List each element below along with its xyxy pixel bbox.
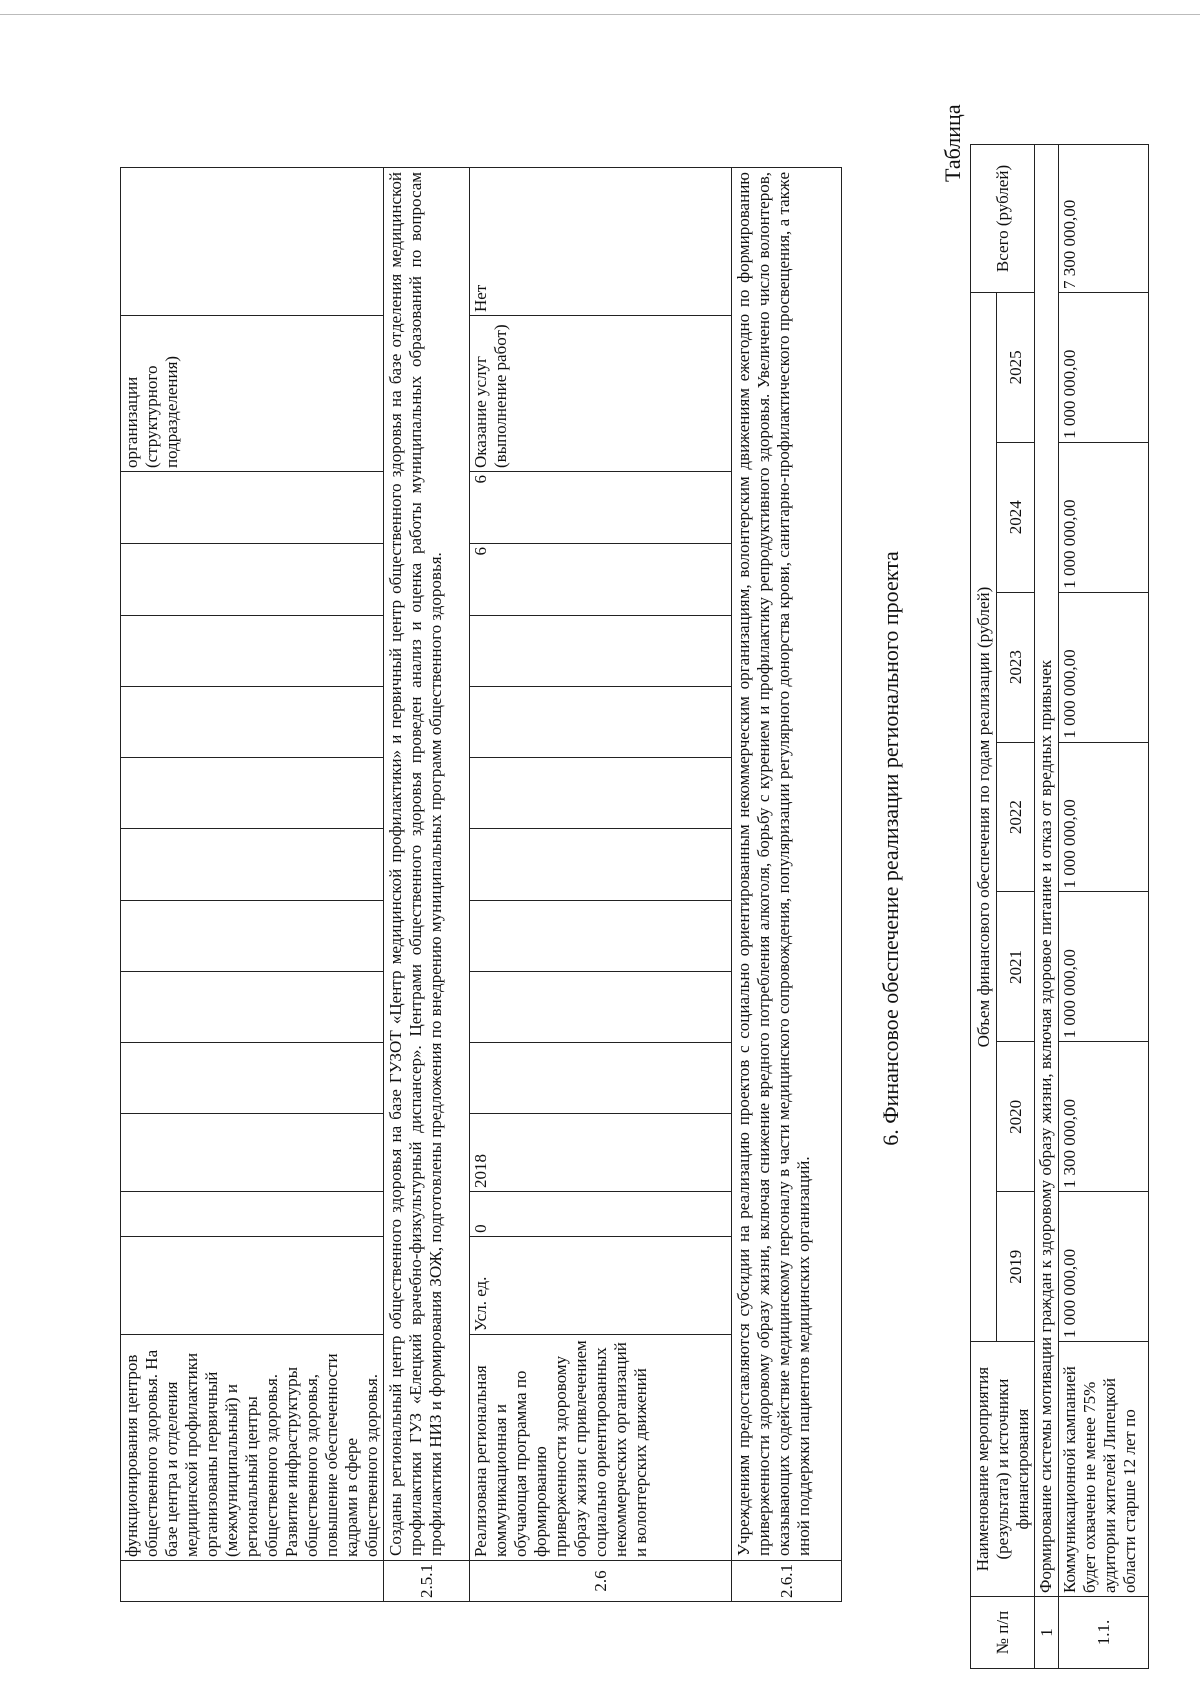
column-header-year: 2019 — [997, 1192, 1035, 1342]
table-cell — [121, 168, 384, 316]
row-number: 2.6.1 — [732, 1561, 842, 1602]
result-description: Учреждениям предоставляются субсидии на реализацию проектов с социально ориентированным некоммерческим организациям, волонтерским движениям ежегодно по формированию приверженности здоровому образу жизни, включая снижение вредного потребления алкоголя, борьбу с курением и профилактику репродуктивного здоровья. Увеличено число волонтеров, оказывающих содействие медицинскому персоналу в части медицинского сопровождения, популяризации регулярного донорства крови, санитарно-профилактического просвещения, а также иной поддержки пациентов медицинских организаций. — [732, 168, 842, 1561]
table-row — [1059, 145, 1149, 1669]
total-cell: 7 300 000,00 — [1059, 145, 1149, 293]
result-type-cell: Оказание услуг (выполнение работ) — [470, 316, 732, 472]
column-header-year: 2020 — [997, 1042, 1035, 1192]
amount-cell: 1 000 000,00 — [1059, 892, 1149, 1042]
amount-cell: 1 000 000,00 — [1059, 1192, 1149, 1342]
column-header-group: Объем финансового обеспечения по годам реализации (рублей) — [971, 292, 997, 1341]
measure-name-cell: Коммуникационной кампанией будет охвачено не менее 75% аудитории жителей Липецкой области старше 12 лет по — [1059, 1342, 1149, 1597]
results-table — [120, 167, 842, 1602]
result-name-cell: Реализована региональная коммуникационная и обучающая программа по формированию приверженности здоровому образу жизни с привлечением социально ориентированных некоммерческих организаций и волонтерских движений — [470, 1335, 732, 1561]
table-cell — [121, 472, 384, 544]
row-number: 2.5.1 — [384, 1561, 470, 1602]
table-cell — [470, 1042, 732, 1113]
table-cell — [121, 971, 384, 1042]
table-cell — [121, 1192, 384, 1237]
amount-cell: 1 000 000,00 — [1059, 742, 1149, 892]
table-cell — [470, 971, 732, 1042]
column-header-total: Всего (рублей) — [971, 145, 1035, 293]
amount-cell: 1 300 000,00 — [1059, 1042, 1149, 1192]
result-name-cell: функционирования центров общественного здоровья. На базе центра и отделения медицинской профилактики организованы первичный (межмуниципальный) и региональный центры общественного здоровья. Развитие инфраструктуры общественного здоровья, повышение обеспеченности кадрами в сфере общественного здоровья. — [121, 1335, 384, 1561]
amount-cell: 1 000 000,00 — [1059, 292, 1149, 442]
table-row — [1035, 145, 1059, 1669]
row-number: 1 — [1035, 1597, 1059, 1669]
column-header-name: Наименование мероприятия (результата) и источники финансирования — [971, 1342, 1035, 1597]
task-description: Формирование системы мотивации граждан к здоровому образу жизни, включая здоровое питание и отказ от вредных привычек — [1035, 145, 1059, 1597]
base-value-cell: 0 — [470, 1192, 732, 1237]
table-cell — [121, 1561, 384, 1602]
header-row — [971, 145, 997, 1669]
financing-table — [970, 144, 1149, 1669]
column-header-year: 2021 — [997, 892, 1035, 1042]
table-cell — [470, 900, 732, 971]
table-cell — [121, 687, 384, 758]
table-cell — [121, 615, 384, 686]
unit-cell: Усл. ед. — [470, 1236, 732, 1334]
table-label: Таблица — [940, 104, 965, 182]
table-cell — [121, 544, 384, 616]
column-header-year: 2024 — [997, 442, 1035, 592]
table-row — [384, 168, 470, 1602]
base-year-cell: 2018 — [470, 1113, 732, 1191]
table-cell: организации (структурного подразделения) — [121, 316, 384, 472]
table-row — [470, 168, 732, 1602]
column-header-year: 2022 — [997, 742, 1035, 892]
table-cell — [121, 1236, 384, 1334]
column-header-year: 2025 — [997, 292, 1035, 442]
table-cell — [121, 1113, 384, 1191]
table-cell: Нет — [470, 168, 732, 316]
value-cell: 6 — [470, 472, 732, 544]
amount-cell: 1 000 000,00 — [1059, 592, 1149, 742]
table-cell — [121, 900, 384, 971]
table-cell — [470, 758, 732, 829]
row-number: 2.6 — [470, 1561, 732, 1602]
value-cell: 6 — [470, 544, 732, 616]
table-row — [732, 168, 842, 1602]
column-header-year: 2023 — [997, 592, 1035, 742]
table-row — [121, 168, 384, 1602]
row-number: 1.1. — [1059, 1597, 1149, 1669]
table-cell — [470, 829, 732, 900]
table-cell — [121, 829, 384, 900]
table-cell — [470, 615, 732, 686]
column-header-number: № п/п — [971, 1597, 1035, 1669]
amount-cell: 1 000 000,00 — [1059, 442, 1149, 592]
result-description: Созданы региональный центр общественного здоровья на базе ГУЗОТ «Центр медицинской профилактики» и первичный центр общественного здоровья на базе отделения медицинской профилактики ГУЗ «Елецкий врачебно-физкультурный диспансер». Центрами общественного здоровья проведен анализ и оценка работы муниципальных образований по вопросам профилактики НИЗ и формирования ЗОЖ, подготовлены предложения по внедрению муниципальных программ общественного здоровья. — [384, 168, 470, 1561]
table-cell — [121, 1042, 384, 1113]
section-title: 6. Финансовое обеспечение реализации регионального проекта — [878, 551, 903, 1146]
table-cell — [121, 758, 384, 829]
table-cell — [470, 687, 732, 758]
